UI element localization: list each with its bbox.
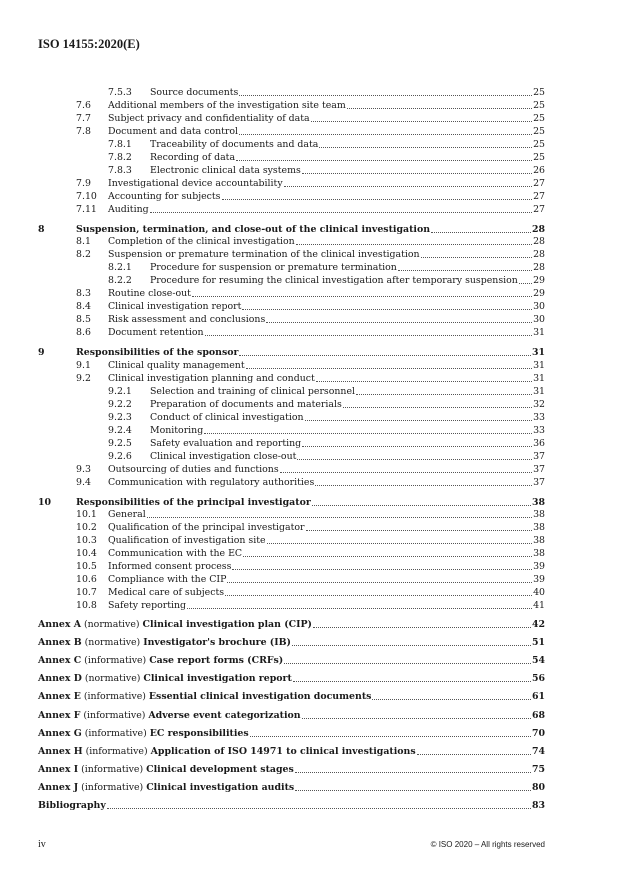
annex-title: Adverse event categorization <box>148 709 301 721</box>
toc-entry-title: Responsibilities of the sponsor <box>76 347 239 359</box>
annex-page: 51 <box>531 637 545 649</box>
toc-annex-entry[interactable] <box>0 710 620 723</box>
toc-entry-page: 38 <box>533 548 545 560</box>
dot-leader <box>227 581 532 583</box>
toc-entry-title: General <box>108 509 146 521</box>
toc-bibliography-entry[interactable] <box>0 800 620 813</box>
toc-entry-title: Qualification of the principal investigator <box>108 522 305 534</box>
annex-label: Annex J <box>38 781 79 793</box>
toc-entry[interactable] <box>0 509 620 522</box>
toc-entry-page: 25 <box>533 87 545 98</box>
toc-entry-title: Suspension or premature termination of the clinical investigation <box>108 249 420 261</box>
toc-entry-number: 9.2.3 <box>108 411 132 423</box>
annex-title: Essential clinical investigation documents <box>148 691 372 703</box>
annex-kind: (normative) <box>84 637 141 649</box>
toc-entry-title: Conduct of clinical investigation <box>150 411 304 423</box>
toc-entry[interactable] <box>0 587 620 600</box>
toc-annex-entry[interactable] <box>0 619 620 632</box>
dot-leader <box>295 771 531 773</box>
dot-leader <box>204 432 532 434</box>
annex-kind: (informative) <box>83 691 146 703</box>
dot-leader <box>236 159 532 161</box>
annex-title: Clinical investigation plan (CIP) <box>142 619 312 631</box>
dot-leader <box>150 211 532 213</box>
toc-entry-page: 25 <box>533 151 545 163</box>
dot-leader <box>266 321 532 323</box>
toc-entry[interactable] <box>0 152 620 165</box>
toc-entry-title: Document retention <box>108 327 204 339</box>
annex-kind: (informative) <box>84 727 147 739</box>
annex-kind: (informative) <box>85 745 148 757</box>
toc-entry-number: 9.2.1 <box>108 385 132 397</box>
toc-entry-title: Document and data control <box>108 125 239 137</box>
toc-entry-title: Routine close-out <box>108 288 191 300</box>
toc-entry-page: 41 <box>533 600 545 612</box>
toc-entry-title: Clinical investigation planning and conduct <box>108 372 315 384</box>
toc-entry-number: 8.4 <box>76 301 91 313</box>
annex-page: 74 <box>531 745 545 757</box>
annex-page: 68 <box>531 709 545 721</box>
toc-entry-title: Procedure for resuming the clinical investigation after temporary suspension <box>150 275 518 287</box>
toc-entry-page: 30 <box>533 314 545 326</box>
toc-entry-title: Outsourcing of duties and functions <box>108 463 279 475</box>
toc-entry-page: 37 <box>533 450 545 462</box>
toc-entry-page: 33 <box>533 424 545 436</box>
dot-leader <box>284 662 531 664</box>
toc-entry-title: Clinical quality management <box>108 360 245 371</box>
toc-entry-page: 25 <box>533 138 545 150</box>
toc-entry-page: 25 <box>533 99 545 111</box>
toc-entry[interactable] <box>0 191 620 204</box>
toc-entry[interactable] <box>0 561 620 574</box>
toc-entry-page: 29 <box>533 288 545 300</box>
dot-leader <box>187 607 532 609</box>
toc-entry-number: 8.1 <box>76 236 91 248</box>
toc-entry-page: 38 <box>533 509 545 521</box>
dot-leader <box>280 471 532 473</box>
toc-entry-page: 29 <box>533 275 545 287</box>
toc-entry[interactable] <box>0 204 620 217</box>
annex-page: 75 <box>531 763 545 775</box>
toc-entry-title: Accounting for subjects <box>108 190 221 202</box>
toc-entry-page: 38 <box>531 496 545 508</box>
annex-title: Clinical investigation report <box>143 673 292 685</box>
toc-entry-number: 8.3 <box>76 288 91 300</box>
dot-leader <box>302 445 532 447</box>
toc-entry-number: 9.2.5 <box>108 437 132 449</box>
toc-entry-title: Responsibilities of the principal investigator <box>76 496 311 508</box>
toc-annex-entry[interactable] <box>0 691 620 704</box>
toc-entry[interactable] <box>0 477 620 490</box>
toc-entry-title: Preparation of documents and materials <box>150 398 342 410</box>
toc-entry-number: 8.2 <box>76 249 91 261</box>
dot-leader <box>296 243 532 245</box>
dot-leader <box>222 198 533 200</box>
toc-entry-title: Safety evaluation and reporting <box>150 437 302 449</box>
dot-leader <box>107 807 531 809</box>
annex-page: 70 <box>531 727 545 739</box>
annex-page: 56 <box>531 673 545 685</box>
toc-entry-number: 8.2.2 <box>108 275 132 287</box>
annex-label: Annex F <box>38 709 81 721</box>
document-header: ISO 14155:2020(E) <box>38 37 140 51</box>
toc-entry-title: Recording of data <box>150 151 236 163</box>
toc-entry[interactable] <box>0 314 620 327</box>
toc-entry-page: 38 <box>533 522 545 534</box>
dot-leader <box>302 172 532 174</box>
toc-entry-page: 28 <box>533 236 545 248</box>
toc-entry-page: 27 <box>533 190 545 202</box>
page-number: iv <box>38 839 46 850</box>
dot-leader <box>293 680 531 682</box>
annex-label: Annex D <box>38 673 82 685</box>
toc-entry-title: Communication with the EC <box>108 548 243 560</box>
toc-entry-number: 8.6 <box>76 327 91 339</box>
toc-entry-number: 10.7 <box>76 587 97 599</box>
toc-entry-number: 10.4 <box>76 548 97 560</box>
annex-title: EC responsibilities <box>149 727 249 739</box>
dot-leader <box>306 529 533 531</box>
toc-entry-number: 10.6 <box>76 574 97 586</box>
annex-label: Annex H <box>38 745 83 757</box>
toc-entry-page: 37 <box>533 463 545 475</box>
toc-entry-page: 40 <box>533 587 545 599</box>
dot-leader <box>319 146 532 148</box>
toc-entry[interactable] <box>0 87 620 100</box>
annex-kind: (informative) <box>81 781 144 793</box>
dot-leader <box>372 698 531 700</box>
toc-entry[interactable] <box>0 373 620 386</box>
dot-leader <box>284 185 532 187</box>
toc-entry-page: 27 <box>533 177 545 189</box>
dot-leader <box>147 516 532 518</box>
dot-leader <box>242 308 532 310</box>
toc-entry-number: 9 <box>38 347 45 359</box>
dot-leader <box>232 568 532 570</box>
toc-annex-entry[interactable] <box>0 637 620 650</box>
toc-entry-page: 33 <box>533 411 545 423</box>
dot-leader <box>312 504 531 506</box>
annex-label: Annex I <box>38 763 79 775</box>
annex-label: Annex E <box>38 691 81 703</box>
toc-entry-title: Source documents <box>150 87 239 98</box>
bibliography-page: 83 <box>531 800 545 812</box>
annex-title: Clinical development stages <box>146 763 294 775</box>
toc-entry-number: 8.2.1 <box>108 262 132 274</box>
toc-entry-page: 31 <box>531 347 545 359</box>
toc-entry-title: Monitoring <box>150 424 204 436</box>
toc-entry-title: Subject privacy and confidentiality of data <box>108 112 310 124</box>
dot-leader <box>239 133 532 135</box>
annex-label: Annex G <box>38 727 82 739</box>
dot-leader <box>239 354 531 356</box>
toc-annex-entry[interactable] <box>0 782 620 795</box>
dot-leader <box>239 94 532 96</box>
annex-label: Annex C <box>38 655 82 667</box>
toc-entry-number: 10.5 <box>76 561 97 573</box>
dot-leader <box>347 107 532 109</box>
toc-entry[interactable] <box>0 347 620 360</box>
toc-entry-title: Suspension, termination, and close-out of the clinical investigation <box>76 223 431 235</box>
annex-kind: (informative) <box>83 709 146 721</box>
toc-entry-page: 39 <box>533 561 545 573</box>
toc-entry[interactable] <box>0 275 620 288</box>
toc-entry-number: 9.4 <box>76 476 91 488</box>
toc-entry-page: 30 <box>533 301 545 313</box>
toc-entry[interactable] <box>0 224 620 237</box>
dot-leader <box>205 334 533 336</box>
toc-annex-entry[interactable] <box>0 728 620 741</box>
dot-leader <box>356 393 532 395</box>
toc-entry[interactable] <box>0 522 620 535</box>
dot-leader <box>519 282 532 284</box>
dot-leader <box>398 269 532 271</box>
annex-kind: (normative) <box>84 673 141 685</box>
toc-entry-title: Qualification of investigation site <box>108 535 266 547</box>
toc-entry-title: Traceability of documents and data <box>150 138 319 150</box>
annex-title: Application of ISO 14971 to clinical investigations <box>150 745 416 757</box>
toc-entry[interactable] <box>0 288 620 301</box>
toc-entry-page: 27 <box>533 203 545 215</box>
annex-label: Annex A <box>38 619 81 631</box>
dot-leader <box>311 120 532 122</box>
toc-entry[interactable] <box>0 249 620 262</box>
dot-leader <box>305 419 532 421</box>
dot-leader <box>431 231 531 233</box>
toc-entry-number: 7.10 <box>76 190 97 202</box>
toc-entry[interactable] <box>0 262 620 275</box>
annex-kind: (informative) <box>84 655 147 667</box>
bibliography-title: Bibliography <box>38 800 106 812</box>
dot-leader <box>267 542 533 544</box>
toc-entry-number: 8 <box>38 223 45 235</box>
dot-leader <box>417 753 531 755</box>
toc-entry-number: 7.8.2 <box>108 151 132 163</box>
dot-leader <box>292 644 531 646</box>
toc-entry-number: 7.7 <box>76 112 91 124</box>
dot-leader <box>343 406 532 408</box>
toc-entry-page: 31 <box>533 360 545 371</box>
toc-entry-title: Medical care of subjects <box>108 587 225 599</box>
toc-entry-page: 28 <box>533 249 545 261</box>
dot-leader <box>297 458 532 460</box>
toc-entry[interactable] <box>0 399 620 412</box>
toc-entry-title: Procedure for suspension or premature termination <box>150 262 397 274</box>
toc-entry[interactable] <box>0 600 620 613</box>
toc-annex-entry[interactable] <box>0 673 620 686</box>
toc-entry[interactable] <box>0 327 620 340</box>
toc-entry-page: 28 <box>531 223 545 235</box>
toc-entry-number: 10 <box>38 496 52 508</box>
toc-entry-page: 26 <box>533 164 545 176</box>
toc-entry-number: 8.5 <box>76 314 91 326</box>
toc-entry-title: Informed consent process <box>108 561 232 573</box>
toc-entry-page: 37 <box>533 476 545 488</box>
toc-entry-page: 39 <box>533 574 545 586</box>
annex-title: Investigator's brochure (IB) <box>143 637 291 649</box>
dot-leader <box>243 555 532 557</box>
toc-entry-title: Electronic clinical data systems <box>150 164 301 176</box>
toc-entry-title: Risk assessment and conclusions <box>108 314 266 326</box>
toc-entry-number: 7.11 <box>76 203 97 215</box>
toc-entry-title: Clinical investigation close-out <box>150 450 297 462</box>
toc-entry-page: 36 <box>533 437 545 449</box>
toc-entry-title: Additional members of the investigation site team <box>108 99 346 111</box>
toc-entry-number: 7.8 <box>76 125 91 137</box>
toc-entry-title: Compliance with the CIP <box>108 574 227 586</box>
toc-entry-page: 31 <box>533 372 545 384</box>
toc-entry-number: 9.2.6 <box>108 450 132 462</box>
toc-entry-page: 31 <box>533 327 545 339</box>
toc-entry-number: 9.2.2 <box>108 398 132 410</box>
copyright-notice: © ISO 2020 – All rights reserved <box>430 840 545 849</box>
annex-page: 42 <box>531 619 545 631</box>
annex-title: Case report forms (CRFs) <box>149 655 284 667</box>
toc-entry[interactable] <box>0 360 620 373</box>
toc-entry[interactable] <box>0 548 620 561</box>
toc-entry[interactable] <box>0 301 620 314</box>
annex-kind: (normative) <box>83 619 140 631</box>
toc-entry-number: 10.8 <box>76 600 97 612</box>
toc-entry-number: 9.2.4 <box>108 424 132 436</box>
toc-entry-number: 10.1 <box>76 509 97 521</box>
dot-leader <box>421 256 533 258</box>
toc-annex-entry[interactable] <box>0 764 620 777</box>
annex-page: 80 <box>531 781 545 793</box>
dot-leader <box>316 380 532 382</box>
toc-entry-number: 9.1 <box>76 360 91 371</box>
toc-entry[interactable] <box>0 236 620 249</box>
toc-entry-title: Auditing <box>108 203 149 215</box>
toc-entry-title: Selection and training of clinical personnel <box>150 385 356 397</box>
toc-entry[interactable] <box>0 451 620 464</box>
dot-leader <box>315 484 532 486</box>
toc-entry-number: 10.3 <box>76 535 97 547</box>
toc-entry[interactable] <box>0 165 620 178</box>
toc-entry-number: 7.8.1 <box>108 138 132 150</box>
toc-entry[interactable] <box>0 497 620 510</box>
dot-leader <box>295 789 531 791</box>
toc-entry-number: 9.2 <box>76 372 91 384</box>
annex-title: Clinical investigation audits <box>146 781 295 793</box>
toc-entry[interactable] <box>0 425 620 438</box>
toc-entry-number: 7.9 <box>76 177 91 189</box>
toc-entry[interactable] <box>0 386 620 399</box>
annex-label: Annex B <box>38 637 82 649</box>
toc-entry-title: Clinical investigation report <box>108 301 242 313</box>
dot-leader <box>302 717 531 719</box>
annex-page: 54 <box>531 655 545 667</box>
toc-entry-page: 28 <box>533 262 545 274</box>
toc-entry-number: 10.2 <box>76 522 97 534</box>
annex-kind: (informative) <box>81 763 144 775</box>
toc-entry-number: 7.5.3 <box>108 87 132 98</box>
toc-entry[interactable] <box>0 412 620 425</box>
toc-entry[interactable] <box>0 178 620 191</box>
dot-leader <box>250 735 531 737</box>
dot-leader <box>192 295 532 297</box>
dot-leader <box>225 594 532 596</box>
toc-entry[interactable] <box>0 535 620 548</box>
toc-entry-number: 7.6 <box>76 99 91 111</box>
toc-entry-number: 9.3 <box>76 463 91 475</box>
dot-leader <box>246 367 532 369</box>
toc-entry[interactable] <box>0 139 620 152</box>
toc-annex-entry[interactable] <box>0 655 620 668</box>
toc-entry-page: 38 <box>533 535 545 547</box>
toc-entry[interactable] <box>0 438 620 451</box>
toc-entry-page: 25 <box>533 112 545 124</box>
toc-entry-title: Completion of the clinical investigation <box>108 236 295 248</box>
toc-entry-title: Safety reporting <box>108 600 187 612</box>
toc-entry[interactable] <box>0 126 620 139</box>
toc-entry-number: 7.8.3 <box>108 164 132 176</box>
toc-entry-page: 31 <box>533 385 545 397</box>
toc-entry[interactable] <box>0 464 620 477</box>
toc-entry-page: 32 <box>533 398 545 410</box>
toc-entry-title: Communication with regulatory authorities <box>108 476 315 488</box>
toc-entry-page: 25 <box>533 125 545 137</box>
toc-entry[interactable] <box>0 100 620 113</box>
annex-page: 61 <box>531 691 545 703</box>
dot-leader <box>313 626 531 628</box>
toc-entry[interactable] <box>0 574 620 587</box>
toc-annex-entry[interactable] <box>0 746 620 759</box>
toc-entry[interactable] <box>0 113 620 126</box>
toc-entry-title: Investigational device accountability <box>108 177 283 189</box>
